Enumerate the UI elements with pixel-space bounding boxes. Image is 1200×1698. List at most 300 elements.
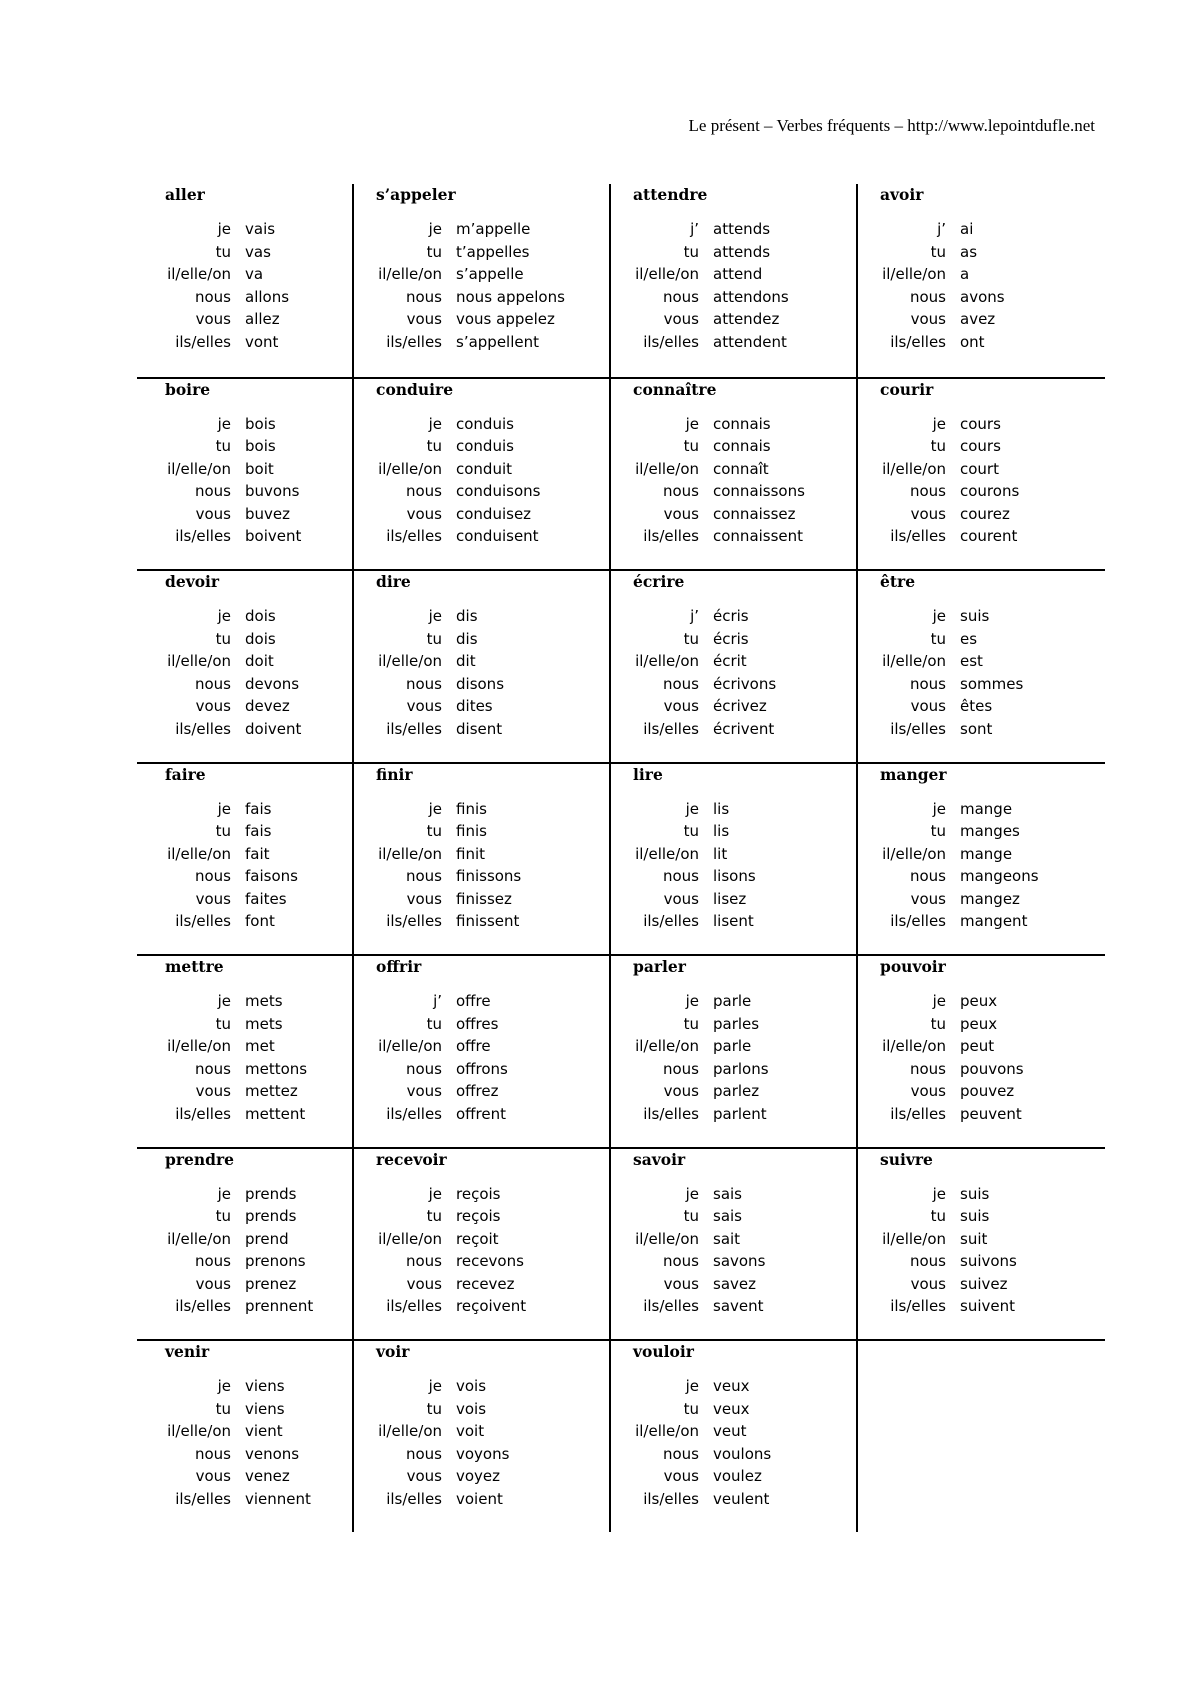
verb-form: doivent — [245, 719, 302, 738]
subject-pronoun: je — [685, 414, 699, 433]
subject-pronoun: j’ — [690, 220, 699, 238]
verb-form: courent — [960, 527, 1018, 545]
subject-pronoun: vous — [910, 310, 946, 328]
verb-form: mangez — [960, 889, 1020, 908]
verb-form: finissez — [456, 889, 512, 908]
subject-pronoun: tu — [215, 437, 231, 455]
verb-form: mange — [960, 844, 1013, 863]
verb-cell — [137, 762, 352, 955]
verb-infinitive: conduire — [376, 379, 454, 399]
verb-form: prenez — [245, 1274, 297, 1293]
conjugation-list — [376, 413, 609, 548]
conjugation-list — [880, 218, 1105, 353]
verb-form: écris — [713, 607, 749, 625]
subject-pronoun: il/elle/on — [167, 652, 231, 670]
verb-cell — [137, 1339, 352, 1532]
conjugation-list — [633, 1183, 856, 1318]
conjugation-list — [165, 218, 352, 353]
verb-form: faisons — [245, 867, 298, 885]
verb-form: viennent — [245, 1489, 311, 1508]
verb-infinitive: suivre — [880, 1149, 933, 1169]
subject-pronoun: nous — [194, 1059, 231, 1078]
verb-form: veux — [713, 1399, 750, 1418]
verb-form: suis — [960, 1207, 990, 1225]
conjugation-list — [633, 218, 856, 353]
verb-infinitive: dire — [376, 572, 411, 591]
verb-form: offre — [456, 1037, 491, 1055]
subject-pronoun: nous — [194, 287, 231, 306]
verb-cell — [137, 184, 352, 377]
subject-pronoun: je — [932, 1184, 946, 1203]
subject-pronoun: il/elle/on — [378, 1422, 442, 1440]
verb-form: viens — [245, 1377, 285, 1395]
subject-pronoun: il/elle/on — [378, 459, 442, 478]
verb-form: connaissez — [713, 504, 796, 523]
conjugation-list — [165, 990, 352, 1125]
verb-infinitive: savoir — [633, 1149, 686, 1169]
verb-cell — [609, 377, 856, 570]
verb-form: savez — [713, 1274, 756, 1293]
subject-pronoun: je — [217, 220, 231, 238]
verb-form: fait — [245, 844, 270, 863]
subject-pronoun: tu — [683, 1014, 699, 1033]
subject-pronoun: nous — [909, 1252, 946, 1270]
verb-form: devez — [245, 697, 290, 715]
verb-form: doit — [245, 652, 274, 670]
verb-cell — [609, 184, 856, 377]
subject-pronoun: ils/elles — [890, 719, 946, 738]
verb-form: as — [960, 242, 978, 261]
verb-form: attends — [713, 242, 771, 261]
subject-pronoun: tu — [426, 629, 442, 648]
subject-pronoun: nous — [909, 674, 946, 693]
verb-form: fais — [245, 799, 272, 818]
subject-pronoun: il/elle/on — [635, 1229, 699, 1248]
verb-form: mettons — [245, 1059, 308, 1078]
verb-cell — [352, 954, 609, 1147]
verb-cell — [352, 569, 609, 762]
verb-form: offrez — [456, 1082, 499, 1100]
verb-form: vais — [245, 220, 276, 238]
verb-form: conduis — [456, 414, 514, 433]
subject-pronoun: vous — [663, 1467, 699, 1485]
conjugation-list — [880, 1183, 1105, 1318]
subject-pronoun: tu — [683, 822, 699, 840]
subject-pronoun: il/elle/on — [167, 1422, 231, 1440]
subject-pronoun: tu — [215, 1207, 231, 1225]
verb-cell — [352, 762, 609, 955]
subject-pronoun: nous — [662, 1059, 699, 1078]
conjugation-list — [880, 798, 1105, 933]
verb-form: offre — [456, 992, 491, 1010]
subject-pronoun: vous — [195, 504, 231, 523]
verb-form: bois — [245, 437, 276, 455]
subject-pronoun: il/elle/on — [635, 844, 699, 863]
verb-form: finis — [456, 822, 487, 840]
verb-form: mangent — [960, 912, 1028, 930]
conjugation-list — [165, 1375, 352, 1510]
subject-pronoun: ils/elles — [175, 332, 231, 351]
subject-pronoun: je — [932, 607, 946, 625]
verb-form: connais — [713, 414, 771, 433]
verb-form: connaît — [713, 459, 769, 478]
conjugation-list — [376, 798, 609, 933]
verb-form: écrit — [713, 652, 747, 670]
verb-infinitive: aller — [165, 185, 205, 204]
subject-pronoun: ils/elles — [386, 332, 442, 351]
subject-pronoun: tu — [426, 437, 442, 455]
subject-pronoun: nous — [662, 482, 699, 500]
conjugation-list — [880, 605, 1105, 740]
verb-cell — [352, 377, 609, 570]
verb-form: prends — [245, 1184, 297, 1203]
subject-pronoun: il/elle/on — [635, 652, 699, 670]
subject-pronoun: vous — [406, 1274, 442, 1293]
verb-form: est — [960, 652, 983, 670]
verb-form: ai — [960, 220, 974, 238]
subject-pronoun: j’ — [690, 607, 699, 625]
verb-cell — [856, 569, 1105, 762]
verb-form: conduisent — [456, 527, 539, 545]
subject-pronoun: tu — [426, 242, 442, 261]
verb-form: vois — [456, 1377, 487, 1395]
verb-form: voient — [456, 1489, 503, 1508]
subject-pronoun: il/elle/on — [635, 1422, 699, 1440]
verb-infinitive: prendre — [165, 1149, 235, 1169]
subject-pronoun: nous — [909, 1059, 946, 1078]
verb-form: reçoit — [456, 1229, 499, 1248]
verb-form: lisez — [713, 889, 747, 908]
subject-pronoun: vous — [195, 889, 231, 908]
subject-pronoun: tu — [683, 242, 699, 261]
verb-form: mets — [245, 1014, 283, 1033]
subject-pronoun: nous — [194, 1252, 231, 1270]
verb-form: devons — [245, 674, 300, 693]
verb-form: viens — [245, 1399, 285, 1418]
subject-pronoun: nous — [405, 674, 442, 693]
subject-pronoun: j’ — [433, 992, 442, 1010]
subject-pronoun: tu — [683, 1399, 699, 1418]
verb-form: savons — [713, 1252, 766, 1270]
verb-form: attendent — [713, 332, 787, 351]
verb-form: a — [960, 265, 970, 283]
subject-pronoun: je — [217, 1377, 231, 1395]
verb-form: sais — [713, 1184, 742, 1203]
verb-form: recevez — [456, 1274, 515, 1293]
verb-form: écrivent — [713, 719, 775, 738]
verb-cell — [856, 954, 1105, 1147]
subject-pronoun: nous — [662, 287, 699, 306]
subject-pronoun: vous — [195, 697, 231, 715]
verb-form: vont — [245, 332, 279, 351]
subject-pronoun: tu — [683, 437, 699, 455]
verb-form: peux — [960, 992, 998, 1010]
verb-infinitive: venir — [165, 1342, 210, 1361]
verb-form: mettez — [245, 1082, 298, 1100]
subject-pronoun: nous — [405, 1059, 442, 1078]
verb-infinitive: écrire — [633, 572, 685, 591]
verb-infinitive: connaître — [633, 379, 717, 399]
subject-pronoun: tu — [215, 242, 231, 261]
verb-form: voyez — [456, 1467, 501, 1485]
subject-pronoun: je — [685, 1184, 699, 1203]
verb-form: parle — [713, 992, 752, 1010]
subject-pronoun: nous — [662, 1444, 699, 1463]
subject-pronoun: je — [217, 1184, 231, 1203]
subject-pronoun: vous — [663, 310, 699, 328]
verb-infinitive: manger — [880, 764, 947, 784]
empty-cell — [856, 1339, 1105, 1532]
verb-form: boit — [245, 459, 274, 478]
verb-cell — [137, 1147, 352, 1340]
verb-cell — [352, 1339, 609, 1532]
subject-pronoun: vous — [663, 1082, 699, 1100]
subject-pronoun: tu — [426, 1399, 442, 1418]
verb-cell — [137, 569, 352, 762]
subject-pronoun: vous — [195, 1082, 231, 1100]
verb-form: offrons — [456, 1059, 508, 1078]
subject-pronoun: il/elle/on — [167, 265, 231, 283]
verb-cell — [609, 954, 856, 1147]
subject-pronoun: vous — [195, 1467, 231, 1485]
subject-pronoun: tu — [930, 629, 946, 648]
subject-pronoun: il/elle/on — [882, 265, 946, 283]
verb-form: sais — [713, 1207, 742, 1225]
subject-pronoun: tu — [426, 822, 442, 840]
conjugation-list — [165, 798, 352, 933]
verb-form: courez — [960, 504, 1010, 523]
verb-form: prend — [245, 1229, 289, 1248]
subject-pronoun: vous — [406, 697, 442, 715]
subject-pronoun: je — [685, 1377, 699, 1395]
verb-form: lis — [713, 822, 730, 840]
verb-form: voyons — [456, 1444, 510, 1463]
subject-pronoun: il/elle/on — [882, 1229, 946, 1248]
conjugation-list — [633, 413, 856, 548]
verb-form: suivent — [960, 1297, 1015, 1315]
verb-conjugation-table — [137, 184, 1105, 1532]
verb-form: cours — [960, 414, 1001, 433]
subject-pronoun: ils/elles — [386, 1104, 442, 1123]
verb-form: veux — [713, 1377, 750, 1395]
verb-infinitive: être — [880, 572, 916, 591]
verb-infinitive: attendre — [633, 185, 708, 204]
subject-pronoun: nous — [662, 1252, 699, 1270]
conjugation-list — [165, 1183, 352, 1318]
subject-pronoun: nous — [194, 482, 231, 500]
verb-form: conduit — [456, 459, 513, 478]
verb-form: dois — [245, 629, 276, 648]
verb-form: venons — [245, 1444, 300, 1463]
verb-form: reçoivent — [456, 1297, 527, 1315]
verb-form: avons — [960, 287, 1005, 306]
verb-form: allons — [245, 287, 290, 306]
conjugation-list — [165, 605, 352, 740]
verb-form: s’appellent — [456, 332, 539, 351]
subject-pronoun: il/elle/on — [378, 844, 442, 863]
subject-pronoun: tu — [930, 822, 946, 840]
subject-pronoun: je — [932, 414, 946, 433]
verb-form: parlons — [713, 1059, 769, 1078]
subject-pronoun: il/elle/on — [378, 652, 442, 670]
verb-form: sait — [713, 1229, 741, 1248]
verb-infinitive: recevoir — [376, 1149, 447, 1169]
subject-pronoun: il/elle/on — [882, 652, 946, 670]
conjugation-list — [376, 218, 609, 353]
verb-form: écris — [713, 629, 749, 648]
verb-cell — [856, 762, 1105, 955]
verb-infinitive: avoir — [880, 185, 924, 204]
verb-form: prends — [245, 1207, 297, 1225]
verb-form: voulons — [713, 1444, 772, 1463]
verb-infinitive: pouvoir — [880, 957, 946, 976]
verb-form: allez — [245, 310, 280, 328]
subject-pronoun: vous — [406, 889, 442, 908]
verb-form: manges — [960, 822, 1020, 840]
verb-form: mettent — [245, 1104, 306, 1123]
verb-infinitive: lire — [633, 764, 663, 784]
conjugation-list — [376, 990, 609, 1125]
verb-cell — [609, 1339, 856, 1532]
verb-form: dit — [456, 652, 476, 670]
verb-form: lisent — [713, 912, 754, 930]
subject-pronoun: vous — [910, 504, 946, 523]
verb-form: vas — [245, 242, 271, 261]
subject-pronoun: je — [428, 799, 442, 818]
verb-form: vous appelez — [456, 310, 555, 328]
verb-form: connaissent — [713, 527, 804, 545]
verb-form: dois — [245, 607, 276, 625]
verb-form: parlent — [713, 1104, 767, 1123]
subject-pronoun: il/elle/on — [167, 1229, 231, 1248]
subject-pronoun: ils/elles — [386, 1489, 442, 1508]
conjugation-list — [880, 413, 1105, 548]
subject-pronoun: il/elle/on — [882, 1037, 946, 1055]
verb-form: venez — [245, 1467, 290, 1485]
subject-pronoun: ils/elles — [643, 527, 699, 545]
subject-pronoun: il/elle/on — [635, 459, 699, 478]
subject-pronoun: ils/elles — [890, 912, 946, 930]
verb-infinitive: voir — [376, 1342, 410, 1361]
subject-pronoun: tu — [683, 1207, 699, 1225]
verb-form: suivez — [960, 1274, 1008, 1293]
verb-form: faites — [245, 889, 287, 908]
verb-form: t’appelles — [456, 242, 530, 261]
subject-pronoun: ils/elles — [643, 332, 699, 351]
verb-form: s’appelle — [456, 265, 524, 283]
subject-pronoun: je — [428, 220, 442, 238]
verb-form: conduis — [456, 437, 514, 455]
subject-pronoun: tu — [930, 1014, 946, 1033]
subject-pronoun: il/elle/on — [882, 844, 946, 863]
verb-form: reçois — [456, 1184, 501, 1203]
subject-pronoun: vous — [195, 1274, 231, 1293]
verb-form: pouvons — [960, 1059, 1024, 1078]
verb-cell — [856, 184, 1105, 377]
subject-pronoun: vous — [910, 889, 946, 908]
subject-pronoun: tu — [215, 1014, 231, 1033]
subject-pronoun: nous — [909, 867, 946, 885]
verb-form: vient — [245, 1422, 283, 1440]
subject-pronoun: vous — [406, 1467, 442, 1485]
subject-pronoun: il/elle/on — [635, 1037, 699, 1055]
subject-pronoun: nous — [909, 482, 946, 500]
verb-cell — [352, 184, 609, 377]
subject-pronoun: ils/elles — [890, 1104, 946, 1123]
verb-form: suis — [960, 607, 990, 625]
verb-form: connais — [713, 437, 771, 455]
verb-form: parlez — [713, 1082, 760, 1100]
subject-pronoun: vous — [406, 1082, 442, 1100]
verb-form: mangeons — [960, 867, 1039, 885]
verb-infinitive: finir — [376, 764, 413, 784]
verb-form: ont — [960, 332, 985, 351]
verb-form: dis — [456, 629, 478, 648]
verb-infinitive: mettre — [165, 957, 224, 976]
verb-form: disent — [456, 719, 503, 738]
verb-form: mange — [960, 799, 1013, 818]
verb-form: dites — [456, 697, 493, 715]
verb-form: sont — [960, 719, 993, 738]
conjugation-list — [633, 605, 856, 740]
verb-cell — [609, 1147, 856, 1340]
verb-form: parles — [713, 1014, 760, 1033]
subject-pronoun: ils/elles — [643, 1489, 699, 1508]
verb-form: disons — [456, 674, 505, 693]
subject-pronoun: ils/elles — [386, 719, 442, 738]
verb-form: parle — [713, 1037, 752, 1055]
subject-pronoun: il/elle/on — [167, 1037, 231, 1055]
verb-form: écrivons — [713, 674, 777, 693]
conjugation-list — [633, 1375, 856, 1510]
verb-form: attends — [713, 220, 771, 238]
subject-pronoun: nous — [662, 867, 699, 885]
subject-pronoun: je — [932, 799, 946, 818]
subject-pronoun: ils/elles — [175, 527, 231, 545]
verb-infinitive: parler — [633, 957, 686, 976]
subject-pronoun: vous — [663, 1274, 699, 1293]
verb-cell — [856, 1147, 1105, 1340]
verb-form: pouvez — [960, 1082, 1015, 1100]
conjugation-list — [633, 798, 856, 933]
subject-pronoun: tu — [930, 242, 946, 261]
subject-pronoun: je — [932, 992, 946, 1010]
verb-form: veut — [713, 1422, 747, 1440]
subject-pronoun: ils/elles — [386, 912, 442, 930]
subject-pronoun: ils/elles — [386, 527, 442, 545]
verb-infinitive: courir — [880, 379, 934, 399]
verb-form: lit — [713, 844, 728, 863]
subject-pronoun: il/elle/on — [378, 1037, 442, 1055]
subject-pronoun: ils/elles — [175, 719, 231, 738]
subject-pronoun: ils/elles — [890, 1297, 946, 1315]
verb-form: courons — [960, 482, 1020, 500]
subject-pronoun: tu — [215, 629, 231, 648]
subject-pronoun: je — [685, 799, 699, 818]
conjugation-list — [633, 990, 856, 1125]
verb-form: fais — [245, 822, 272, 840]
subject-pronoun: tu — [215, 822, 231, 840]
subject-pronoun: vous — [663, 697, 699, 715]
verb-form: sommes — [960, 674, 1024, 693]
subject-pronoun: nous — [405, 1252, 442, 1270]
verb-cell — [137, 377, 352, 570]
verb-form: avez — [960, 310, 996, 328]
subject-pronoun: il/elle/on — [882, 459, 946, 478]
subject-pronoun: il/elle/on — [167, 844, 231, 863]
subject-pronoun: ils/elles — [175, 912, 231, 930]
verb-form: prennent — [245, 1297, 314, 1315]
